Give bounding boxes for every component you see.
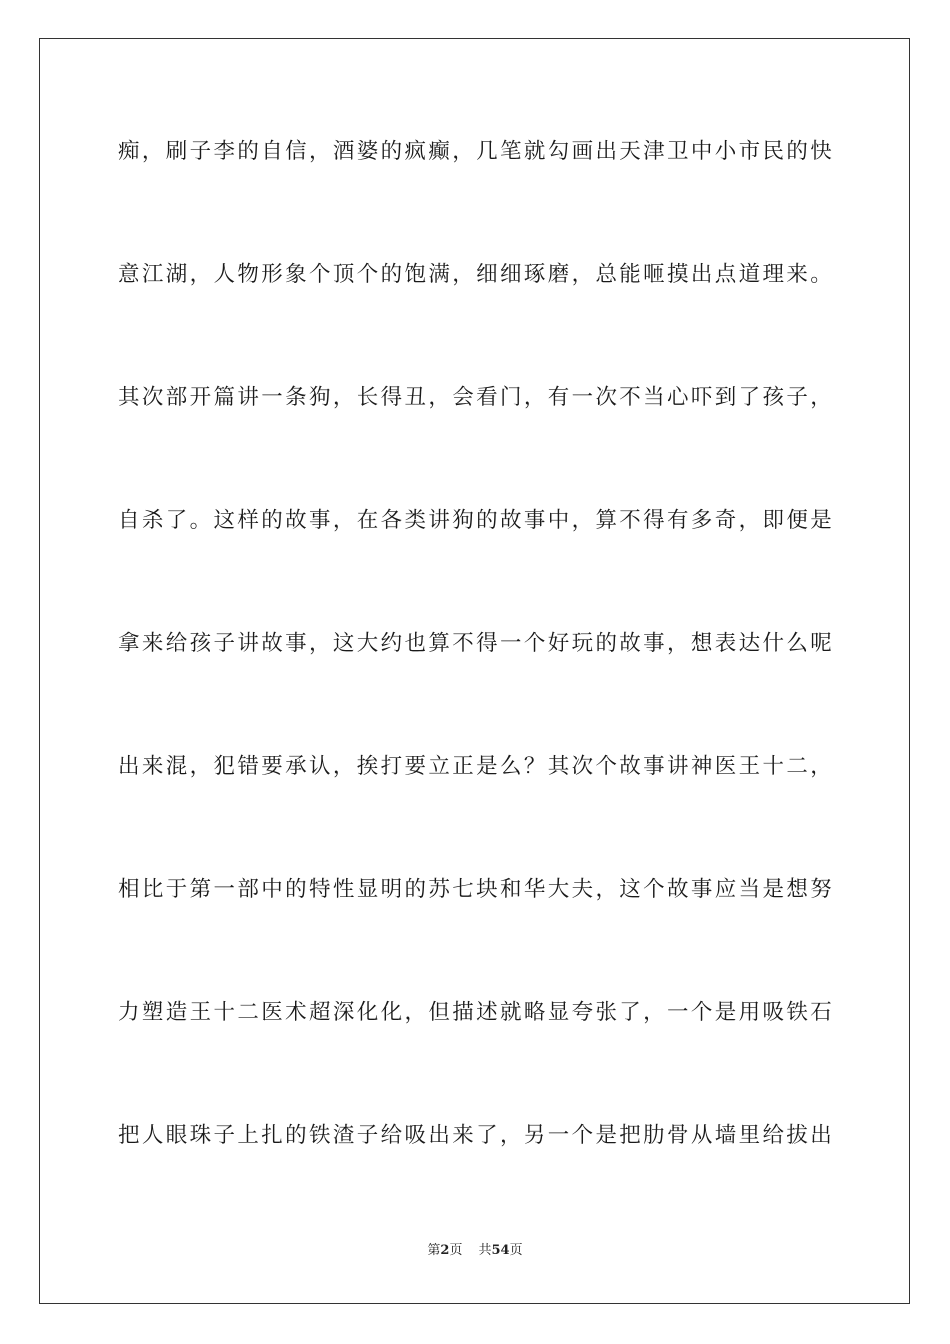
text-line: 拿来给孩子讲故事，这大约也算不得一个好玩的故事，想表达什么呢: [118, 631, 832, 656]
total-pages: 54: [491, 1243, 510, 1258]
text-line: 相比于第一部中的特性显明的苏七块和华大夫，这个故事应当是想努: [118, 877, 832, 902]
text-line: 自杀了。这样的故事，在各类讲狗的故事中，算不得有多奇，即便是: [118, 508, 832, 533]
text-line: 意江湖，人物形象个顶个的饱满，细细琢磨，总能咂摸出点道理来。: [118, 262, 832, 287]
text-line: 把人眼珠子上扎的铁渣子给吸出来了，另一个是把肋骨从墙里给拔出: [118, 1123, 832, 1148]
page-footer: [0, 1242, 950, 1260]
total-suffix: 页: [509, 1243, 523, 1258]
total-indicator: [478, 1243, 522, 1258]
total-prefix: 共: [478, 1243, 492, 1258]
page-border: [39, 38, 910, 1304]
text-line: 出来混，犯错要承认，挨打要立正是么？其次个故事讲神医王十二，: [118, 754, 832, 779]
page-number: 2: [440, 1243, 450, 1258]
text-line: 痴，刷子李的自信，酒婆的疯癫，几笔就勾画出天津卫中小市民的快: [118, 139, 832, 164]
page-prefix: 第: [427, 1243, 441, 1258]
text-line: 力塑造王十二医术超深化化，但描述就略显夸张了，一个是用吸铁石: [118, 1000, 832, 1025]
text-line: 其次部开篇讲一条狗，长得丑，会看门，有一次不当心吓到了孩子，: [118, 385, 832, 410]
page-suffix: 页: [449, 1243, 463, 1258]
page-indicator: [427, 1243, 462, 1258]
